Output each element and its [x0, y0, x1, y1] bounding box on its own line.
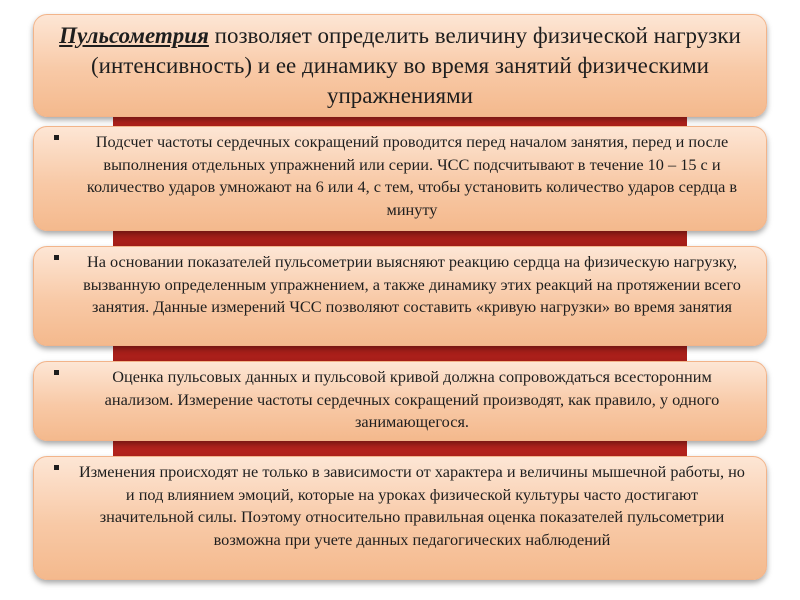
- bullet-box-2: [33, 246, 767, 346]
- bullet-box-4: [33, 456, 767, 580]
- bullet-text-3: Оценка пульсовых данных и пульсовой кривой должна сопровождаться всесторонним анализом. Измерение частоты сердечных сокращений производят, как правило, у одного занимающегося.: [104, 367, 720, 431]
- title-term: Пульсометрия: [59, 23, 209, 48]
- bullet-box-1: [33, 126, 767, 231]
- bullet-text-4: Изменения происходят не только в зависимости от характера и величины мышечной работы, но и под влиянием эмоций, которые на уроках физической культуры часто достигают значительной силы. Поэтому относительно правильная оценка показателей пульсометрии возможна при учете данных педагогических наблюдений: [79, 462, 745, 549]
- bullet-square-icon: [54, 135, 59, 140]
- bullet-square-icon: [54, 370, 59, 375]
- bullet-square-icon: [54, 255, 59, 260]
- bullet-text-2: На основании показателей пульсометрии выясняют реакцию сердца на физическую нагрузку, вызванную определенным упражнением, а также динамику этих реакций на протяжении всего занятия. Данные измерений ЧСС позволяют составить «кривую нагрузки» во время занятия: [83, 252, 741, 316]
- bullet-square-icon: [54, 465, 59, 470]
- title-box: [33, 14, 767, 117]
- bullet-box-3: [33, 361, 767, 441]
- title-text: позволяет определить величину физической нагрузки (интенсивность) и ее динамику во время занятий физическими упражнениями: [91, 23, 741, 108]
- bullet-text-1: Подсчет частоты сердечных сокращений проводится перед началом занятия, перед и после выполнения отдельных упражнений или серии. ЧСС подсчитывают в течение 10 – 15 с и количество ударов умножают на 6 или 4, с тем, чтобы установить количество ударов сердца в минуту: [86, 132, 738, 219]
